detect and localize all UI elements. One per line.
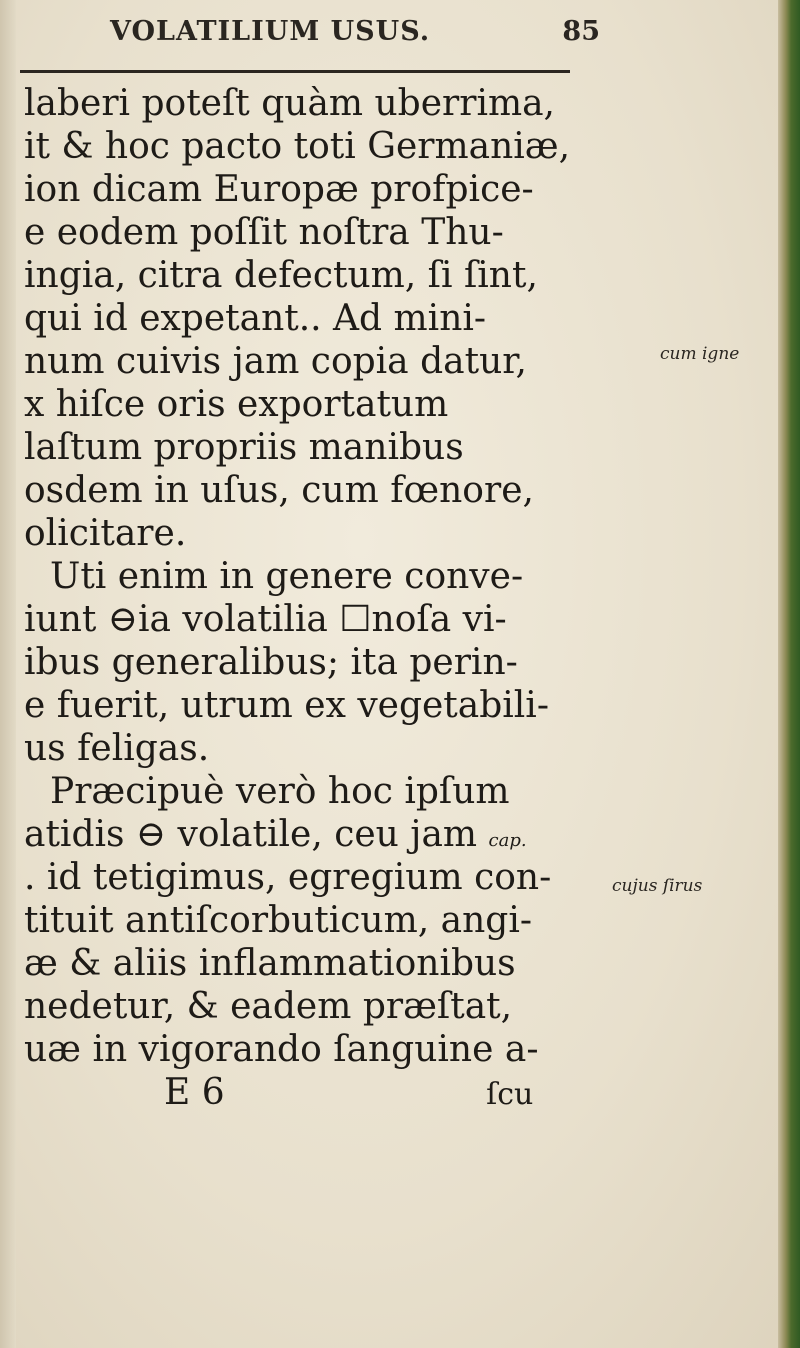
text-line: osdem in uſus, cum fœnore,	[24, 470, 534, 511]
text-line: us feligas.	[24, 728, 210, 769]
text-line: it & hoc pacto toti Germaniæ,	[24, 126, 571, 167]
text-line: . id tetigimus, egregium con-	[24, 857, 552, 898]
page-edge	[778, 0, 800, 1348]
text-line: nedetur, & eadem præſtat,	[24, 986, 513, 1027]
page-header	[110, 16, 600, 56]
text-line: laberi poteſt quàm uberrima,	[24, 83, 555, 124]
margin-note: cujus ſirus	[612, 876, 703, 896]
page-number: 85	[562, 16, 600, 47]
text-line: Præcipuè verò hoc ipſum	[50, 771, 510, 812]
text-line: tituit antiſcorbuticum, angi-	[24, 900, 533, 941]
text-line: ibus generalibus; ita perin-	[24, 642, 518, 683]
text-line: Uti enim in genere conve-	[50, 556, 524, 597]
running-title: VOLATILIUM USUS.	[110, 16, 431, 47]
text-line: num cuivis jam copia datur,	[24, 341, 527, 382]
text-line: e fuerit, utrum ex vegetabili-	[24, 685, 549, 726]
footer-line	[24, 1071, 764, 1114]
text-line: x hiſce oris exportatum	[24, 384, 449, 425]
text-line: ingia, citra defectum, ſi ſint,	[24, 255, 538, 296]
signature-mark: E 6	[164, 1072, 225, 1113]
catchword: ſcu	[486, 1077, 534, 1112]
text-line: atidis ⊖ volatile, ceu jam cap.	[24, 814, 527, 855]
page-gutter	[0, 0, 16, 1348]
text-line: qui id expetant.. Ad mini-	[24, 298, 487, 339]
text-line: iunt ⊖ia volatilia ☐noſa vi-	[24, 599, 507, 640]
text-line: ion dicam Europæ profpice-	[24, 169, 534, 210]
text-line: æ & aliis inflammationibus	[24, 943, 516, 984]
text-line: uæ in vigorando ſanguine a-	[24, 1029, 539, 1070]
header-rule	[20, 70, 570, 73]
text-line: olicitare.	[24, 513, 187, 554]
body-text	[24, 82, 764, 1114]
margin-note: cum igne	[660, 344, 740, 364]
inline-note: cap.	[488, 830, 527, 851]
text-line: e eodem poſſit noſtra Thu-	[24, 212, 504, 253]
text-line: laſtum propriis manibus	[24, 427, 464, 468]
